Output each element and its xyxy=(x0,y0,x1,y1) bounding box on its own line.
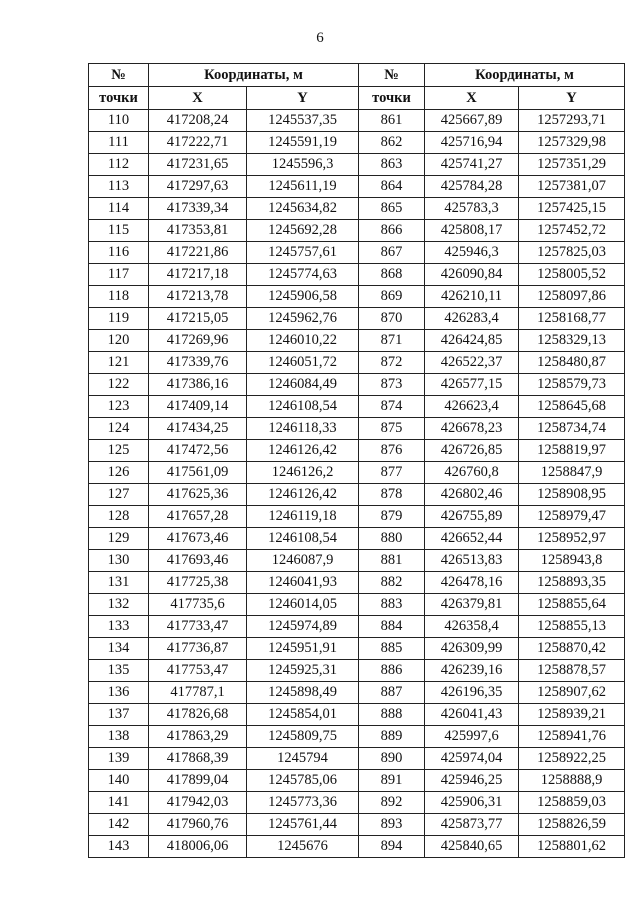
x-cell: 417736,87 xyxy=(149,638,247,660)
y-cell: 1258907,62 xyxy=(519,682,625,704)
point-number-cell: 134 xyxy=(89,638,149,660)
x-cell: 425946,3 xyxy=(425,242,519,264)
y-cell: 1258734,74 xyxy=(519,418,625,440)
x-cell: 417269,96 xyxy=(149,330,247,352)
y-cell: 1258168,77 xyxy=(519,308,625,330)
coordinates-table xyxy=(88,63,625,858)
point-number-cell: 878 xyxy=(359,484,425,506)
point-number-cell: 861 xyxy=(359,110,425,132)
y-cell: 1246108,54 xyxy=(247,396,359,418)
table-row xyxy=(89,682,625,704)
table-row xyxy=(89,770,625,792)
y-cell: 1245774,63 xyxy=(247,264,359,286)
point-number-cell: 137 xyxy=(89,704,149,726)
x-cell: 417297,63 xyxy=(149,176,247,198)
point-number-cell: 874 xyxy=(359,396,425,418)
table-row xyxy=(89,616,625,638)
x-cell: 426196,35 xyxy=(425,682,519,704)
y-cell: 1246126,42 xyxy=(247,440,359,462)
point-number-cell: 116 xyxy=(89,242,149,264)
point-number-cell: 130 xyxy=(89,550,149,572)
x-cell: 426802,46 xyxy=(425,484,519,506)
y-cell: 1245692,28 xyxy=(247,220,359,242)
table-row xyxy=(89,726,625,748)
y-cell: 1258480,87 xyxy=(519,352,625,374)
point-number-cell: 128 xyxy=(89,506,149,528)
y-cell: 1258908,95 xyxy=(519,484,625,506)
point-number-cell: 888 xyxy=(359,704,425,726)
y-cell: 1245951,91 xyxy=(247,638,359,660)
coordinates-header: Координаты, м xyxy=(149,64,359,87)
point-number-cell: 866 xyxy=(359,220,425,242)
y-cell: 1258939,21 xyxy=(519,704,625,726)
point-number-cell: 126 xyxy=(89,462,149,484)
x-cell: 417208,24 xyxy=(149,110,247,132)
table-row xyxy=(89,748,625,770)
x-cell: 426678,23 xyxy=(425,418,519,440)
x-cell: 417725,38 xyxy=(149,572,247,594)
y-cell: 1246014,05 xyxy=(247,594,359,616)
point-number-cell: 867 xyxy=(359,242,425,264)
table-row xyxy=(89,308,625,330)
point-number-cell: 880 xyxy=(359,528,425,550)
y-cell: 1246051,72 xyxy=(247,352,359,374)
point-number-cell: 117 xyxy=(89,264,149,286)
point-number-cell: 870 xyxy=(359,308,425,330)
point-number-cell: 122 xyxy=(89,374,149,396)
x-cell: 426041,43 xyxy=(425,704,519,726)
x-cell: 426623,4 xyxy=(425,396,519,418)
point-number-cell: 143 xyxy=(89,836,149,858)
y-cell: 1258005,52 xyxy=(519,264,625,286)
table-row xyxy=(89,550,625,572)
point-number-cell: 894 xyxy=(359,836,425,858)
point-number-cell: 124 xyxy=(89,418,149,440)
point-number-cell: 123 xyxy=(89,396,149,418)
y-cell: 1246119,18 xyxy=(247,506,359,528)
y-cell: 1246087,9 xyxy=(247,550,359,572)
x-cell: 417386,16 xyxy=(149,374,247,396)
y-cell: 1258979,47 xyxy=(519,506,625,528)
point-label-header: точки xyxy=(359,87,425,110)
table-row xyxy=(89,220,625,242)
y-cell: 1245925,31 xyxy=(247,660,359,682)
point-number-cell: 890 xyxy=(359,748,425,770)
table-row xyxy=(89,198,625,220)
y-cell: 1258888,9 xyxy=(519,770,625,792)
y-cell: 1245854,01 xyxy=(247,704,359,726)
table-row xyxy=(89,528,625,550)
table-row xyxy=(89,352,625,374)
x-cell: 417863,29 xyxy=(149,726,247,748)
table-header xyxy=(89,64,625,110)
point-number-cell: 120 xyxy=(89,330,149,352)
table-row xyxy=(89,836,625,858)
point-number-cell: 140 xyxy=(89,770,149,792)
y-cell: 1245962,76 xyxy=(247,308,359,330)
x-cell: 417693,46 xyxy=(149,550,247,572)
x-cell: 426239,16 xyxy=(425,660,519,682)
point-number-cell: 142 xyxy=(89,814,149,836)
point-number-cell: 138 xyxy=(89,726,149,748)
point-number-cell: 875 xyxy=(359,418,425,440)
point-number-cell: 119 xyxy=(89,308,149,330)
y-cell: 1258893,35 xyxy=(519,572,625,594)
table-row xyxy=(89,374,625,396)
point-number-cell: 132 xyxy=(89,594,149,616)
x-cell: 425667,89 xyxy=(425,110,519,132)
point-number-cell: 118 xyxy=(89,286,149,308)
y-header: Y xyxy=(247,87,359,110)
y-cell: 1258922,25 xyxy=(519,748,625,770)
point-number-cell: 127 xyxy=(89,484,149,506)
x-cell: 417942,03 xyxy=(149,792,247,814)
y-cell: 1257452,72 xyxy=(519,220,625,242)
point-number-cell: 131 xyxy=(89,572,149,594)
x-cell: 426309,99 xyxy=(425,638,519,660)
table-body xyxy=(89,110,625,858)
table-row xyxy=(89,330,625,352)
point-number-cell: 877 xyxy=(359,462,425,484)
y-cell: 1258952,97 xyxy=(519,528,625,550)
table-row xyxy=(89,704,625,726)
x-cell: 426513,83 xyxy=(425,550,519,572)
y-cell: 1258855,64 xyxy=(519,594,625,616)
x-cell: 417561,09 xyxy=(149,462,247,484)
point-number-cell: 887 xyxy=(359,682,425,704)
y-cell: 1257825,03 xyxy=(519,242,625,264)
x-cell: 426726,85 xyxy=(425,440,519,462)
table-row xyxy=(89,814,625,836)
point-number-cell: 871 xyxy=(359,330,425,352)
x-cell: 417353,81 xyxy=(149,220,247,242)
point-number-cell: 876 xyxy=(359,440,425,462)
point-number-cell: 881 xyxy=(359,550,425,572)
x-cell: 417222,71 xyxy=(149,132,247,154)
x-cell: 417409,14 xyxy=(149,396,247,418)
x-cell: 426478,16 xyxy=(425,572,519,594)
point-number-cell: 129 xyxy=(89,528,149,550)
table-row xyxy=(89,418,625,440)
y-cell: 1245974,89 xyxy=(247,616,359,638)
x-cell: 426755,89 xyxy=(425,506,519,528)
point-number-cell: 882 xyxy=(359,572,425,594)
x-cell: 425946,25 xyxy=(425,770,519,792)
point-number-cell: 110 xyxy=(89,110,149,132)
y-cell: 1257293,71 xyxy=(519,110,625,132)
point-number-cell: 889 xyxy=(359,726,425,748)
point-number-cell: 885 xyxy=(359,638,425,660)
x-cell: 417960,76 xyxy=(149,814,247,836)
x-cell: 417221,86 xyxy=(149,242,247,264)
y-cell: 1258859,03 xyxy=(519,792,625,814)
y-cell: 1258847,9 xyxy=(519,462,625,484)
point-label-header: точки xyxy=(89,87,149,110)
y-cell: 1246126,2 xyxy=(247,462,359,484)
table-row xyxy=(89,594,625,616)
y-cell: 1258645,68 xyxy=(519,396,625,418)
point-number-cell: 892 xyxy=(359,792,425,814)
y-cell: 1245898,49 xyxy=(247,682,359,704)
point-number-cell: 868 xyxy=(359,264,425,286)
y-cell: 1258819,97 xyxy=(519,440,625,462)
point-number-header: № xyxy=(359,64,425,87)
x-cell: 425808,17 xyxy=(425,220,519,242)
y-cell: 1258855,13 xyxy=(519,616,625,638)
point-number-cell: 114 xyxy=(89,198,149,220)
x-cell: 426379,81 xyxy=(425,594,519,616)
table-row xyxy=(89,264,625,286)
x-header: X xyxy=(149,87,247,110)
x-cell: 426424,85 xyxy=(425,330,519,352)
y-cell: 1245591,19 xyxy=(247,132,359,154)
y-cell: 1245794 xyxy=(247,748,359,770)
point-number-cell: 133 xyxy=(89,616,149,638)
x-header: X xyxy=(425,87,519,110)
y-header: Y xyxy=(519,87,625,110)
x-cell: 417434,25 xyxy=(149,418,247,440)
table-row xyxy=(89,154,625,176)
x-cell: 417339,76 xyxy=(149,352,247,374)
table-row xyxy=(89,110,625,132)
table-row xyxy=(89,396,625,418)
x-cell: 426522,37 xyxy=(425,352,519,374)
y-cell: 1258941,76 xyxy=(519,726,625,748)
point-number-cell: 141 xyxy=(89,792,149,814)
point-number-cell: 136 xyxy=(89,682,149,704)
x-cell: 417625,36 xyxy=(149,484,247,506)
x-cell: 417868,39 xyxy=(149,748,247,770)
y-cell: 1246108,54 xyxy=(247,528,359,550)
table-row xyxy=(89,638,625,660)
x-cell: 425716,94 xyxy=(425,132,519,154)
y-cell: 1246084,49 xyxy=(247,374,359,396)
x-cell: 417657,28 xyxy=(149,506,247,528)
x-cell: 417733,47 xyxy=(149,616,247,638)
y-cell: 1258801,62 xyxy=(519,836,625,858)
y-cell: 1246126,42 xyxy=(247,484,359,506)
x-cell: 426652,44 xyxy=(425,528,519,550)
x-cell: 425974,04 xyxy=(425,748,519,770)
x-cell: 426577,15 xyxy=(425,374,519,396)
point-number-cell: 111 xyxy=(89,132,149,154)
x-cell: 425784,28 xyxy=(425,176,519,198)
x-cell: 425873,77 xyxy=(425,814,519,836)
table-row xyxy=(89,286,625,308)
y-cell: 1245761,44 xyxy=(247,814,359,836)
y-cell: 1246118,33 xyxy=(247,418,359,440)
y-cell: 1245611,19 xyxy=(247,176,359,198)
point-number-cell: 115 xyxy=(89,220,149,242)
x-cell: 417753,47 xyxy=(149,660,247,682)
x-cell: 426090,84 xyxy=(425,264,519,286)
x-cell: 417215,05 xyxy=(149,308,247,330)
y-cell: 1245596,3 xyxy=(247,154,359,176)
x-cell: 425741,27 xyxy=(425,154,519,176)
y-cell: 1245676 xyxy=(247,836,359,858)
point-number-cell: 135 xyxy=(89,660,149,682)
point-number-cell: 112 xyxy=(89,154,149,176)
point-number-cell: 864 xyxy=(359,176,425,198)
y-cell: 1257381,07 xyxy=(519,176,625,198)
y-cell: 1246010,22 xyxy=(247,330,359,352)
point-number-cell: 872 xyxy=(359,352,425,374)
point-number-cell: 865 xyxy=(359,198,425,220)
y-cell: 1245906,58 xyxy=(247,286,359,308)
x-cell: 426760,8 xyxy=(425,462,519,484)
y-cell: 1258579,73 xyxy=(519,374,625,396)
x-cell: 418006,06 xyxy=(149,836,247,858)
x-cell: 417673,46 xyxy=(149,528,247,550)
y-cell: 1245773,36 xyxy=(247,792,359,814)
point-number-cell: 879 xyxy=(359,506,425,528)
point-number-cell: 125 xyxy=(89,440,149,462)
y-cell: 1258329,13 xyxy=(519,330,625,352)
y-cell: 1257425,15 xyxy=(519,198,625,220)
point-number-cell: 883 xyxy=(359,594,425,616)
point-number-cell: 884 xyxy=(359,616,425,638)
coordinates-header: Координаты, м xyxy=(425,64,625,87)
x-cell: 425997,6 xyxy=(425,726,519,748)
y-cell: 1258826,59 xyxy=(519,814,625,836)
y-cell: 1245634,82 xyxy=(247,198,359,220)
y-cell: 1258878,57 xyxy=(519,660,625,682)
point-number-cell: 886 xyxy=(359,660,425,682)
x-cell: 417787,1 xyxy=(149,682,247,704)
y-cell: 1245785,06 xyxy=(247,770,359,792)
y-cell: 1257351,29 xyxy=(519,154,625,176)
x-cell: 417826,68 xyxy=(149,704,247,726)
y-cell: 1258870,42 xyxy=(519,638,625,660)
table-row xyxy=(89,572,625,594)
x-cell: 417217,18 xyxy=(149,264,247,286)
y-cell: 1245757,61 xyxy=(247,242,359,264)
x-cell: 426358,4 xyxy=(425,616,519,638)
y-cell: 1246041,93 xyxy=(247,572,359,594)
table-row xyxy=(89,440,625,462)
table-row xyxy=(89,242,625,264)
y-cell: 1245809,75 xyxy=(247,726,359,748)
x-cell: 417735,6 xyxy=(149,594,247,616)
point-number-cell: 862 xyxy=(359,132,425,154)
x-cell: 417339,34 xyxy=(149,198,247,220)
table-row xyxy=(89,484,625,506)
point-number-cell: 873 xyxy=(359,374,425,396)
y-cell: 1258097,86 xyxy=(519,286,625,308)
table-row xyxy=(89,176,625,198)
x-cell: 425906,31 xyxy=(425,792,519,814)
point-number-cell: 139 xyxy=(89,748,149,770)
point-number-cell: 863 xyxy=(359,154,425,176)
table-row xyxy=(89,132,625,154)
point-number-header: № xyxy=(89,64,149,87)
x-cell: 417231,65 xyxy=(149,154,247,176)
x-cell: 417472,56 xyxy=(149,440,247,462)
page-number: 6 xyxy=(316,30,324,46)
y-cell: 1258943,8 xyxy=(519,550,625,572)
point-number-cell: 891 xyxy=(359,770,425,792)
point-number-cell: 121 xyxy=(89,352,149,374)
point-number-cell: 113 xyxy=(89,176,149,198)
y-cell: 1245537,35 xyxy=(247,110,359,132)
x-cell: 426210,11 xyxy=(425,286,519,308)
table-row xyxy=(89,792,625,814)
table-row xyxy=(89,506,625,528)
table-row xyxy=(89,660,625,682)
x-cell: 417213,78 xyxy=(149,286,247,308)
x-cell: 426283,4 xyxy=(425,308,519,330)
x-cell: 425783,3 xyxy=(425,198,519,220)
x-cell: 417899,04 xyxy=(149,770,247,792)
point-number-cell: 893 xyxy=(359,814,425,836)
table-row xyxy=(89,462,625,484)
point-number-cell: 869 xyxy=(359,286,425,308)
x-cell: 425840,65 xyxy=(425,836,519,858)
y-cell: 1257329,98 xyxy=(519,132,625,154)
